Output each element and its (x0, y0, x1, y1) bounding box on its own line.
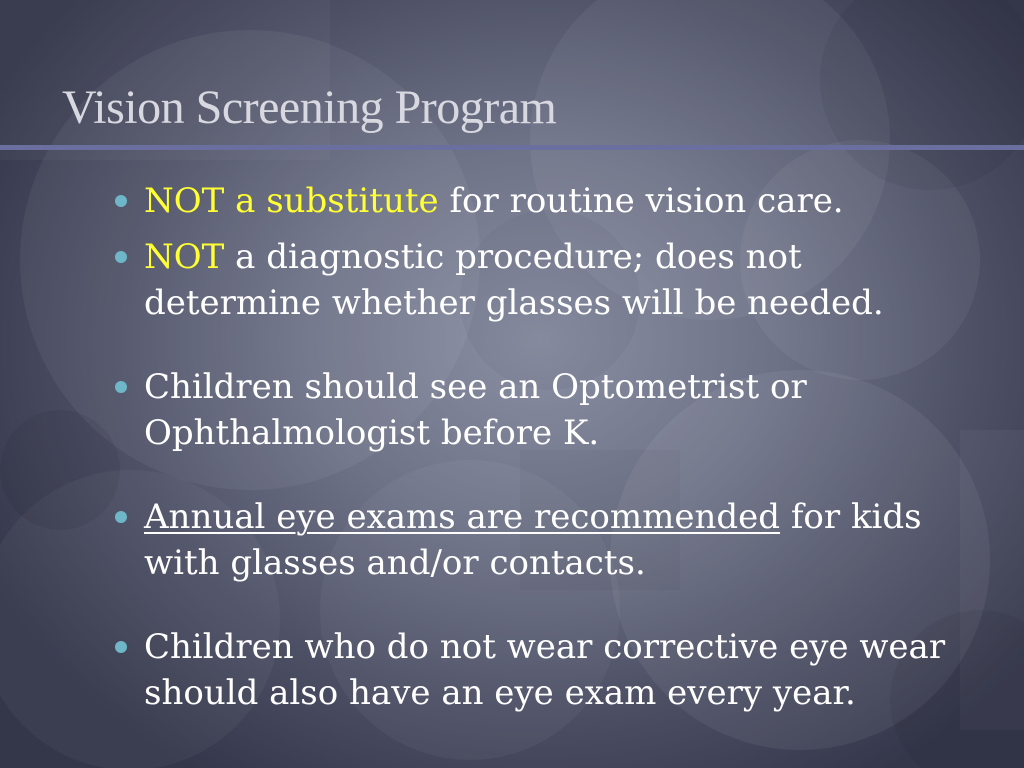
title-divider (0, 145, 1024, 150)
bullet-dot-icon (115, 251, 127, 263)
bullet-item (112, 234, 972, 326)
bullet-dot-icon (115, 641, 127, 653)
bullet-item (112, 178, 972, 224)
underlined-text: Annual eye exams are recommended (144, 497, 781, 537)
bullet-item (112, 624, 972, 716)
bullet-text: Children should see an Optometrist or Ophthalmologist before K. (144, 367, 807, 453)
highlighted-text: NOT (144, 237, 225, 277)
bullet-item (112, 364, 972, 456)
bullet-dot-icon (115, 195, 127, 207)
bullet-text: a diagnostic procedure; does not determine whether glasses will be needed. (144, 237, 884, 323)
bullet-text: for kids with glasses and/or contacts. (144, 497, 922, 583)
bullet-text: for routine vision care. (438, 181, 844, 221)
slide-title: Vision Screening Program (62, 81, 557, 134)
bullet-item (112, 494, 972, 586)
bullet-list (112, 178, 972, 716)
bullet-text: Children who do not wear corrective eye wear should also have an eye exam every year. (144, 627, 946, 713)
bullet-dot-icon (115, 511, 127, 523)
highlighted-text: NOT a substitute (144, 181, 439, 221)
bullet-dot-icon (115, 381, 127, 393)
